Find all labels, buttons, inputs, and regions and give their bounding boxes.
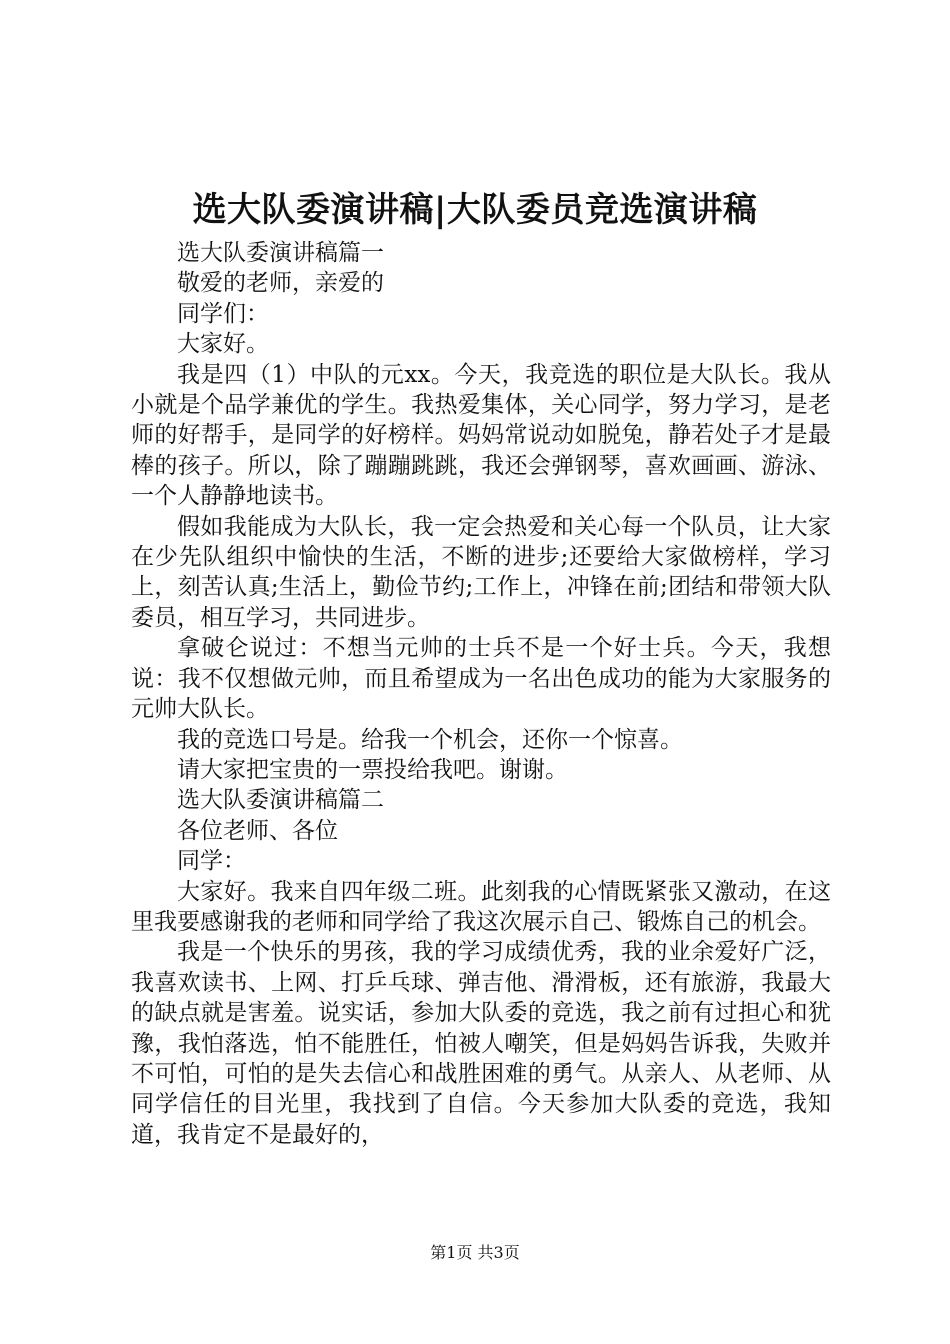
document-title: 选大队委演讲稿|大队委员竞选演讲稿 bbox=[192, 190, 758, 230]
paragraph: 同学们： bbox=[177, 300, 269, 327]
paragraph: 我是一个快乐的男孩，我的学习成绩优秀，我的业余爱好广泛，我喜欢读书、上网、打乒乓球、弹吉他、滑滑板，还有旅游，我最大的缺点就是害羞。说实话，参加大队委的竞选，我之前有过担心和犹豫，我怕落选，怕不能胜任，怕被人嘲笑，但是妈妈告诉我，失败并不可怕，可怕的是失去信心和战胜困难的勇气。从亲人、从老师、从同学信任的目光里，我找到了自信。今天参加大队委的竞选，我知道，我肯定不是最好的， bbox=[131, 939, 831, 1148]
document-body bbox=[131, 238, 831, 1150]
paragraph: 同学： bbox=[177, 848, 246, 875]
paragraph: 我的竞选口号是。给我一个机会，还你一个惊喜。 bbox=[177, 726, 683, 753]
paragraph: 敬爱的老师，亲爱的 bbox=[177, 270, 384, 297]
paragraph: 拿破仑说过：不想当元帅的士兵不是一个好士兵。今天，我想说：我不仅想做元帅，而且希望成为一名出色成功的能为大家服务的元帅大队长。 bbox=[131, 635, 831, 723]
page-footer: 第1页 共3页 bbox=[430, 1243, 520, 1262]
paragraph: 大家好。 bbox=[177, 331, 269, 358]
paragraph: 大家好。我来自四年级二班。此刻我的心情既紧张又激动，在这里我要感谢我的老师和同学给了我这次展示自己、锻炼自己的机会。 bbox=[131, 878, 831, 935]
paragraph: 选大队委演讲稿篇一 bbox=[177, 240, 384, 266]
paragraph: 选大队委演讲稿篇二 bbox=[177, 787, 384, 814]
paragraph: 假如我能成为大队长，我一定会热爱和关心每一个队员，让大家在少先队组织中愉快的生活，不断的进步;还要给大家做榜样，学习上，刻苦认真;生活上，勤俭节约;工作上，冲锋在前;团结和带领大队委员，相互学习，共同进步。 bbox=[131, 513, 831, 631]
paragraph: 各位老师、各位 bbox=[177, 817, 338, 844]
paragraph: 请大家把宝贵的一票投给我吧。谢谢。 bbox=[177, 756, 568, 783]
paragraph: 我是四（1）中队的元xx。今天，我竞选的职位是大队长。我从小就是个品学兼优的学生。我热爱集体，关心同学，努力学习，是老师的好帮手，是同学的好榜样。妈妈常说动如脱兔，静若处子才是最棒的孩子。所以，除了蹦蹦跳跳，我还会弹钢琴，喜欢画画、游泳、一个人静静地读书。 bbox=[131, 361, 831, 510]
